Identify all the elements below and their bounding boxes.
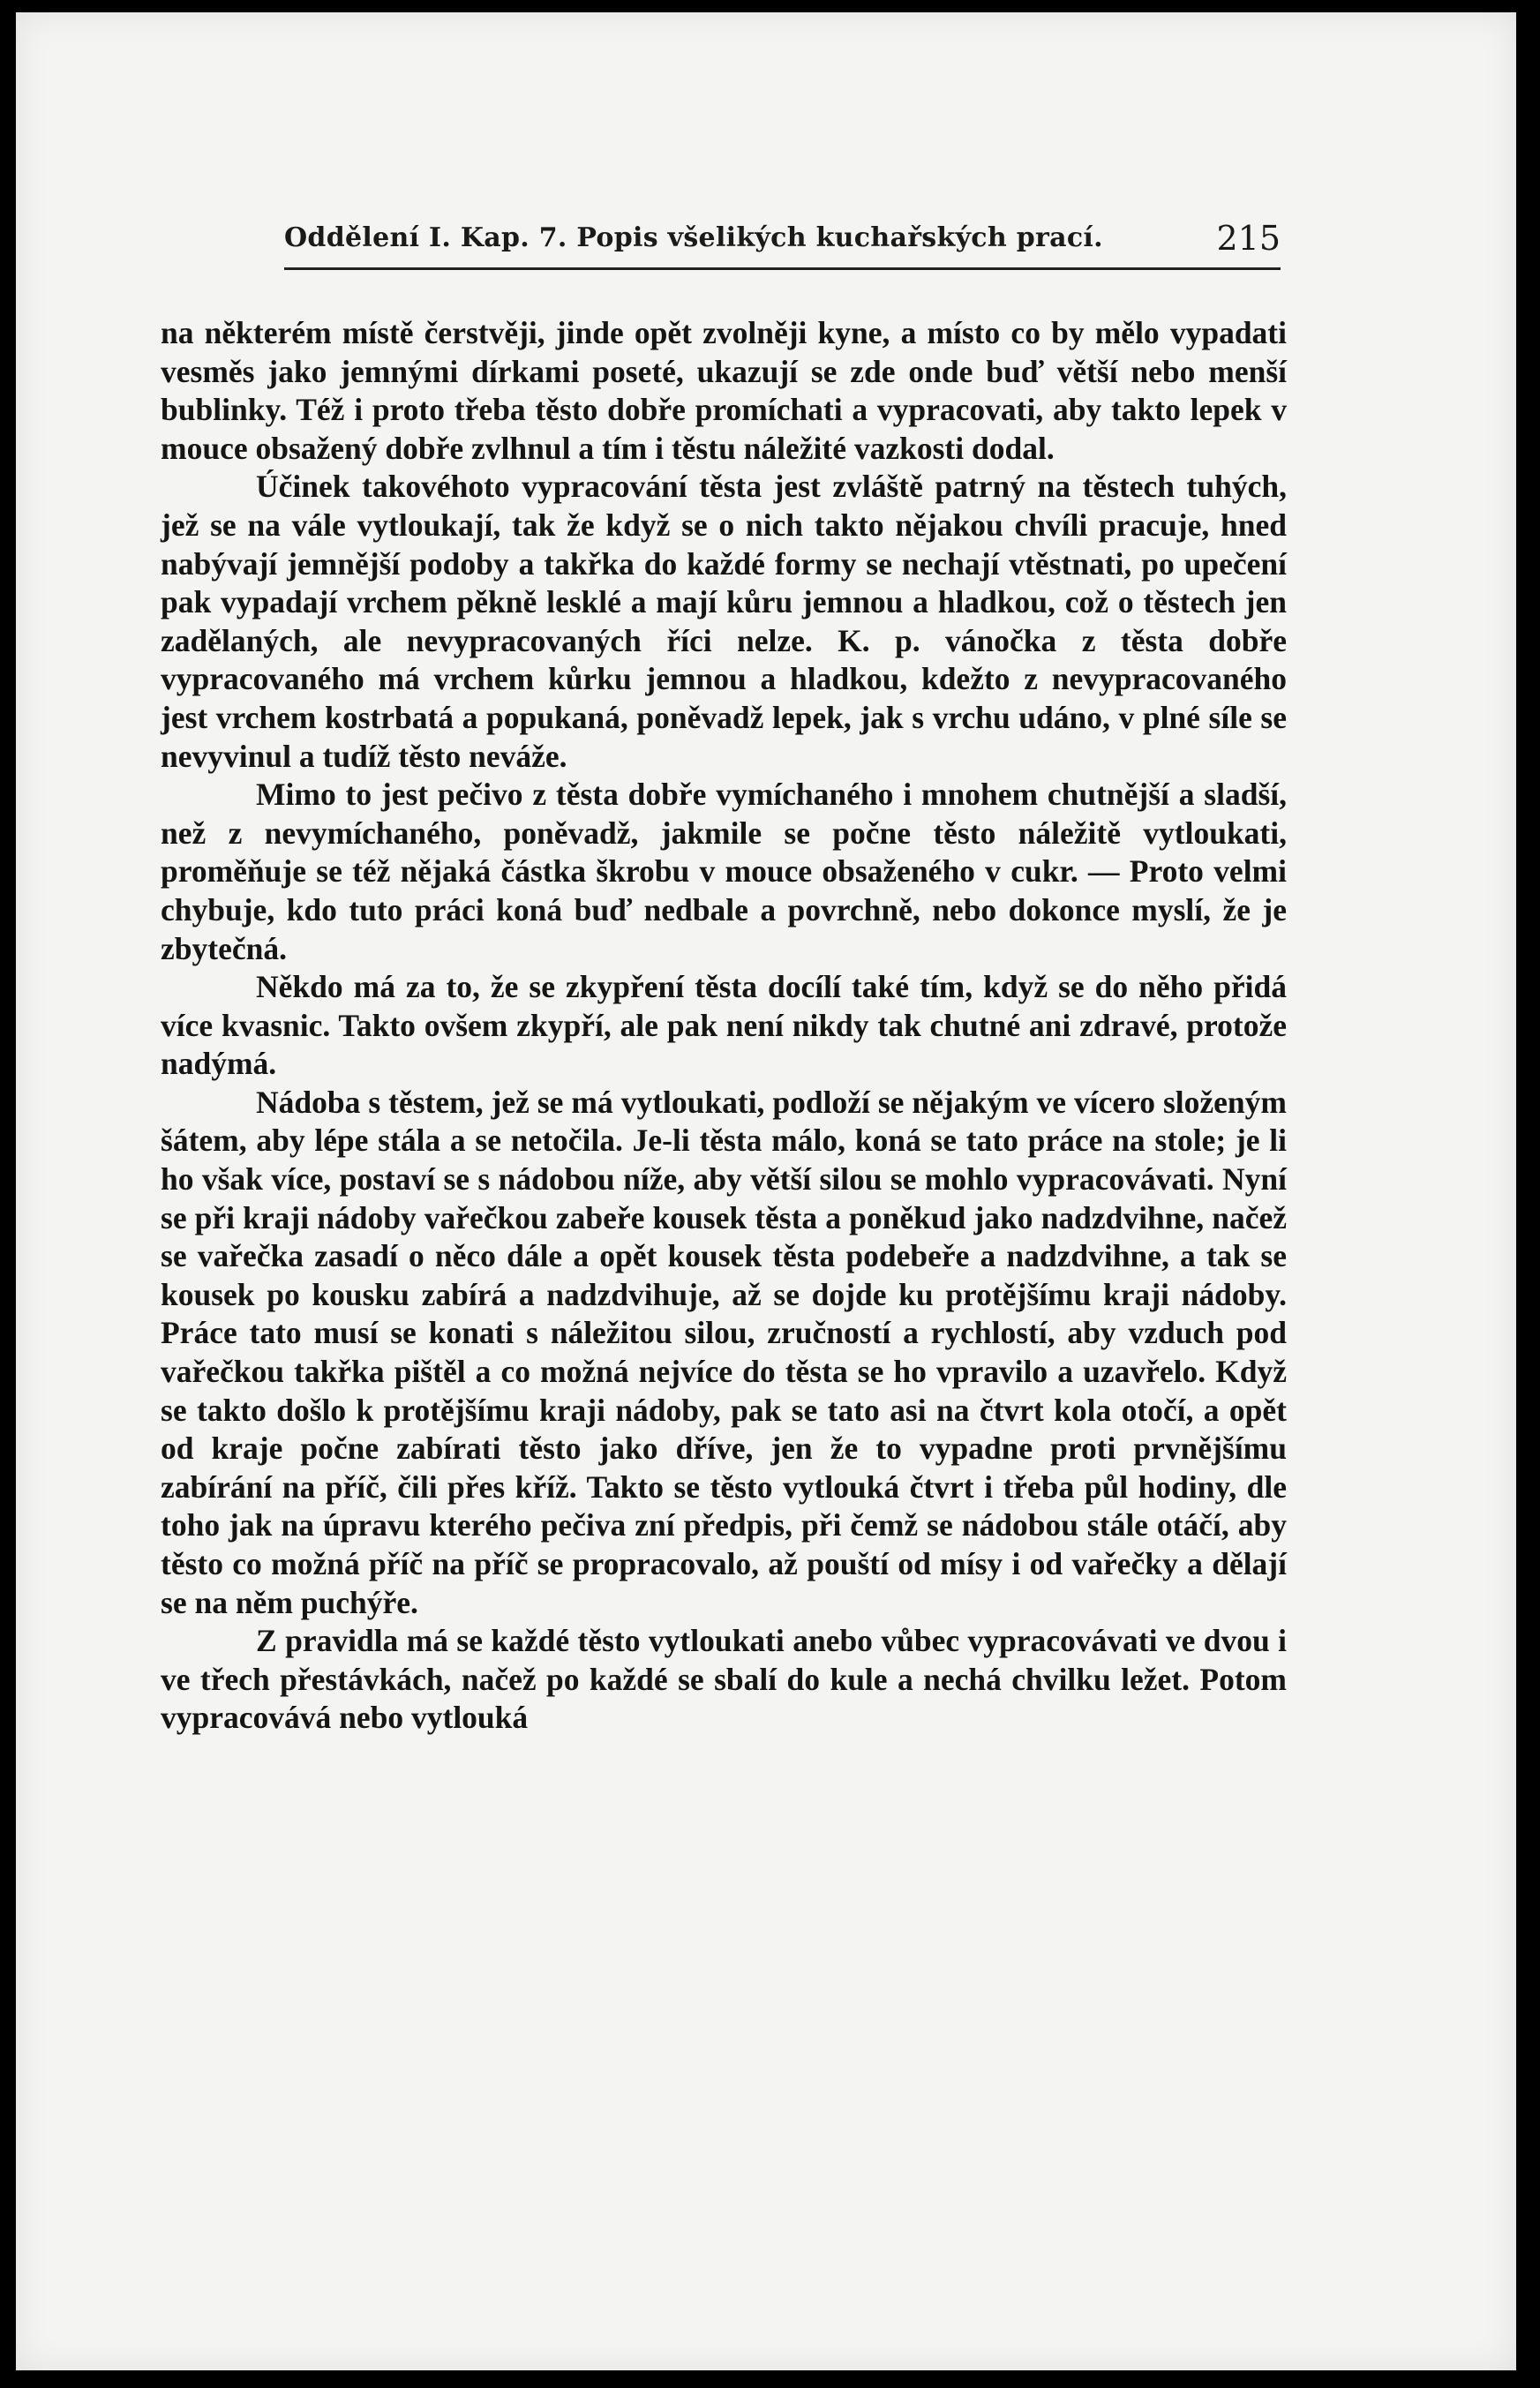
paragraph-1: na některém místě čerstvěji, jinde opět zvolněji kyne, a místo co by mělo vypadati vesměs jako jemnými dírkami poseté, ukazují se zde onde buď větší nebo menší bublinky. Též i proto třeba těsto dobře promíchati a vypracovati, aby takto lepek v mouce obsažený dobře zvlhnul a tím i těstu náležité vazkosti dodal. (161, 315, 1287, 466)
page-number: 215 (1216, 219, 1281, 258)
body-text (161, 314, 1287, 1738)
paragraph-6: Z pravidla má se každé těsto vytloukati anebo vůbec vypracovávati ve dvou i ve třech přestávkách, načež po každé se sbalí do kule a nechá chvilku ležet. Potom vypracovává nebo vytlouká (161, 1623, 1287, 1736)
paragraph-2: Účinek takovéhoto vypracování těsta jest zvláště patrný na těstech tuhých, jež se na vále vytloukají, tak že když se o nich takto nějakou chvíli pracuje, hned nabývají jemnější podoby a takřka do každé formy se nechají vtěstnati, po upečení pak vypadají vrchem pěkně lesklé a mají kůru jemnou a hladkou, což o těstech jen zadělaných, ale nevypracovaných říci nelze. K. p. vánočka z těsta dobře vypracovaného má vrchem kůrku jemnou a hladkou, kdežto z nevypracovaného jest vrchem kostrbatá a popukaná, poněvadž lepek, jak s vrchu udáno, v plné síle se nevyvinul a tudíž těsto neváže. (161, 469, 1287, 774)
paragraph-4: Někdo má za to, že se zkypření těsta docílí také tím, když se do něho přidá více kvasnic. Takto ovšem zkypří, ale pak není nikdy tak chutné ani zdravé, protože nadýmá. (161, 969, 1287, 1082)
chapter-title: Oddělení I. Kap. 7. Popis všelikých kuchařských prací. (284, 222, 1103, 253)
running-header (284, 217, 1281, 261)
paragraph-3: Mimo to jest pečivo z těsta dobře vymíchaného i mnohem chutnější a sladší, než z nevymíchaného, poněvadž, jakmile se počne těsto náležitě vytloukati, proměňuje se též nějaká částka škrobu v mouce obsaženého v cukr. — Proto velmi chybuje, kdo tuto práci koná buď nedbale a povrchně, nebo dokonce myslí, že je zbytečná. (161, 777, 1287, 966)
header-rule (284, 267, 1281, 270)
paragraph-5: Nádoba s těstem, jež se má vytloukati, podloží se nějakým ve vícero složeným šátem, aby lépe stála a se netočila. Je-li těsta málo, koná se tato práce na stole; je li ho však více, postaví se s nádobou níže, aby větší silou se mohlo vypracovávati. Nyní se při kraji nádoby vařečkou zabeře kousek těsta a poněkud jako nadzdvihne, načež se vařečka zasadí o něco dále a opět kousek těsta podebeře a nadzdvihne, a tak se kousek po kousku zabírá a nadzdvihuje, až se dojde ku protějšímu kraji nádoby. Práce tato musí se konati s náležitou silou, zručností a rychlostí, aby vzduch pod vařečkou takřka pištěl a co možná nejvíce do těsta se ho vpravilo a uzavřelo. Když se takto došlo k protějšímu kraji nádoby, pak se tato asi na čtvrt kola otočí, a opět od kraje počne zabírati těsto jako dříve, jen že to vypadne proti prvnějšímu zabírání na příč, čili přes kříž. Takto se těsto vytlouká čtvrt i třeba půl hodiny, dle toho jak na úpravu kterého pečiva zní předpis, při čemž se nádobou stále otáčí, aby těsto co možná příč na příč se propracovalo, až pouští od mísy i od vařečky a dělají se na něm puchýře. (161, 1084, 1287, 1620)
